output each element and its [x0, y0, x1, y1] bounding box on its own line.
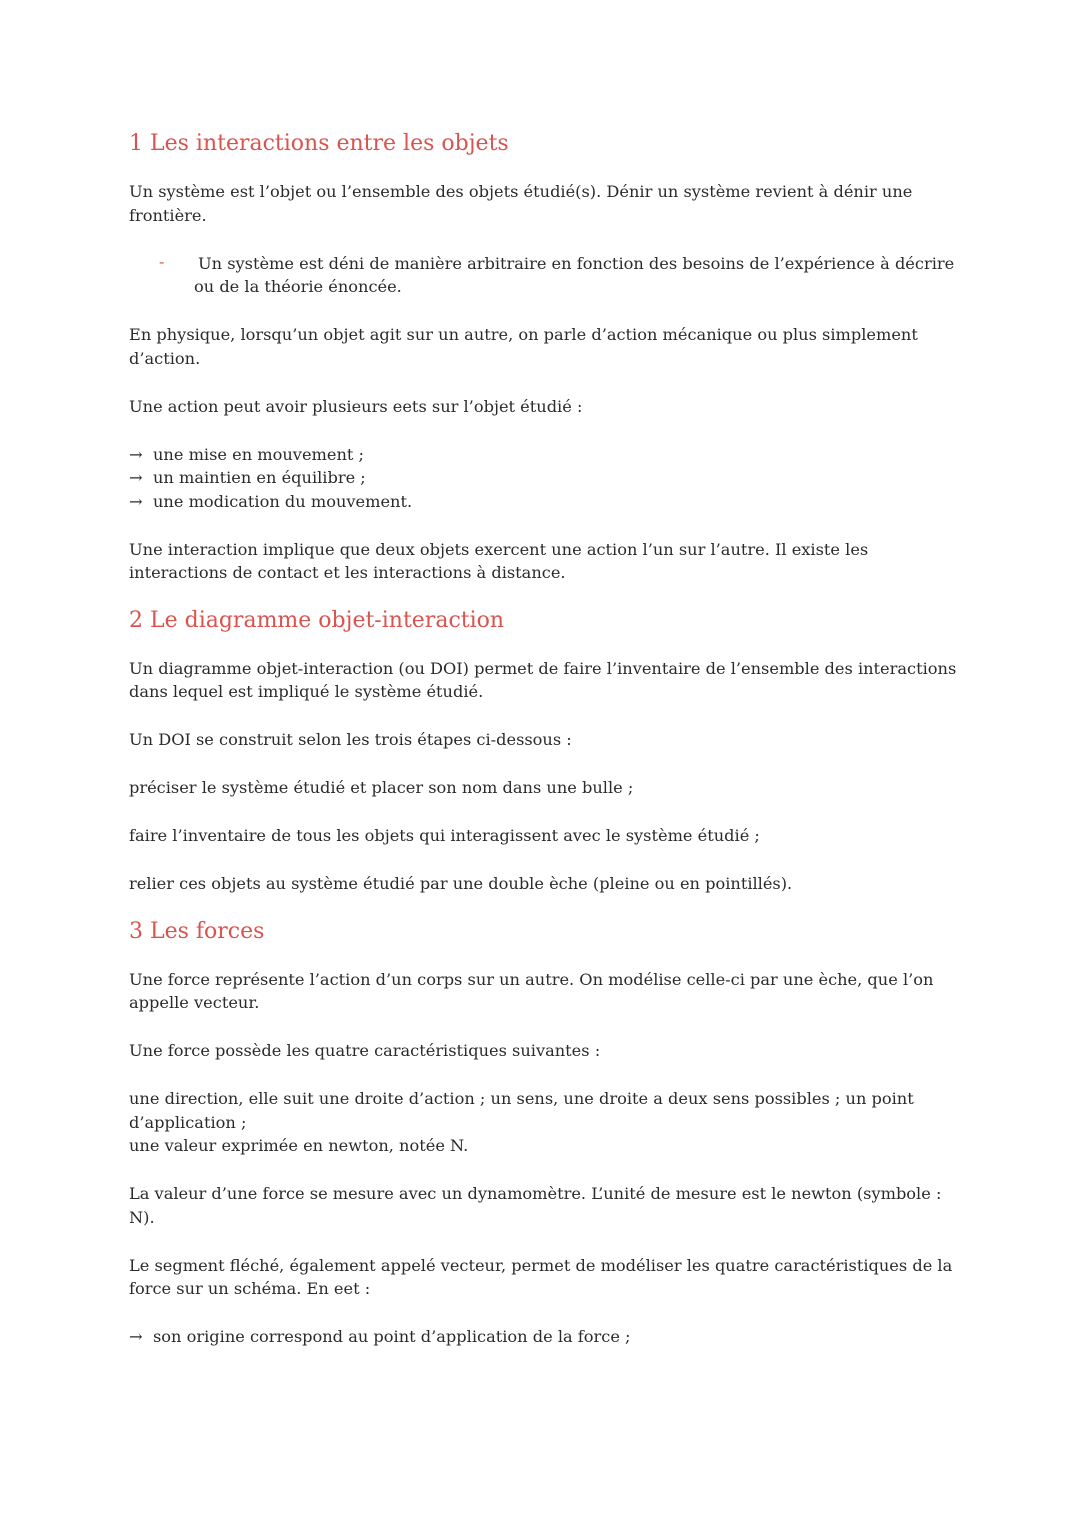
section-3-paragraph-3a: une direction, elle suit une droite d’action ; un sens, une droite a deux sens possibles ; un point d’application ; — [129, 1089, 914, 1132]
section-1-heading: 1 Les interactions entre les objets — [129, 131, 509, 156]
arrow-icon: → — [129, 444, 143, 464]
arrow-icon: → — [129, 1327, 143, 1346]
section-2-paragraph-2: Un DOI se construit selon les trois étapes ci-dessous : — [129, 730, 572, 749]
arrow-list-text: un maintien en équilibre ; — [153, 468, 366, 487]
arrow-list-item — [129, 466, 959, 490]
section-1-paragraph-3: Une action peut avoir plusieurs eets sur l’objet étudié : — [129, 396, 583, 416]
arrow-list-item — [129, 490, 959, 514]
section-1-bullet-text: Un système est déni de manière arbitraire en fonction des besoins de l’expérience à décrire ou de la théorie énoncée. — [194, 253, 955, 296]
arrow-list-text: son origine correspond au point d’application de la force ; — [153, 1327, 631, 1346]
section-1-paragraph-2: En physique, lorsqu’un objet agit sur un autre, on parle d’action mécanique ou plus simplement d’action. — [129, 325, 918, 368]
arrow-list-item — [129, 1325, 959, 1349]
arrow-list-text: une mise en mouvement ; — [153, 444, 364, 464]
bullet-dash: - — [159, 251, 165, 271]
arrow-icon: → — [129, 491, 143, 511]
section-1-paragraph-4: Une interaction implique que deux objets exercent une action l’un sur l’autre. Il existe les interactions de contact et les interactions à distance. — [129, 539, 869, 582]
section-3-paragraph-1: Une force représente l’action d’un corps sur un autre. On modélise celle-ci par une èche, que l’on appelle vecteur. — [129, 969, 934, 1012]
section-2-step-2: faire l’inventaire de tous les objets qui interagissent avec le système étudié ; — [129, 826, 760, 845]
section-3-paragraph-4: La valeur d’une force se mesure avec un dynamomètre. L’unité de mesure est le newton (symbole : N). — [129, 1184, 942, 1227]
section-3-heading: 3 Les forces — [129, 918, 265, 944]
section-2-paragraph-1: Un diagramme objet-interaction (ou DOI) permet de faire l’inventaire de l’ensemble des interactions dans lequel est impliqué le système étudié. — [129, 658, 957, 701]
section-1-bullet — [129, 252, 959, 299]
section-3-paragraph-5: Le segment fléché, également appelé vecteur, permet de modéliser les quatre caractéristiques de la force sur un schéma. En eet : — [129, 1255, 953, 1298]
arrow-list-text: une modication du mouvement. — [153, 491, 413, 511]
section-2-step-3: relier ces objets au système étudié par une double èche (pleine ou en pointillés). — [129, 874, 793, 893]
arrow-list-item — [129, 443, 959, 467]
section-3-paragraph-2: Une force possède les quatre caractéristiques suivantes : — [129, 1041, 601, 1060]
document-page — [129, 128, 959, 1349]
section-3-paragraph-3b: une valeur exprimée en newton, notée N. — [129, 1136, 469, 1155]
section-1-paragraph-1: Un système est l’objet ou l’ensemble des objets étudié(s). Dénir un système revient à dénir une frontière. — [129, 182, 913, 225]
section-2-step-1: préciser le système étudié et placer son nom dans une bulle ; — [129, 778, 634, 797]
arrow-icon: → — [129, 468, 143, 487]
section-2-heading: 2 Le diagramme objet-interaction — [129, 607, 505, 633]
